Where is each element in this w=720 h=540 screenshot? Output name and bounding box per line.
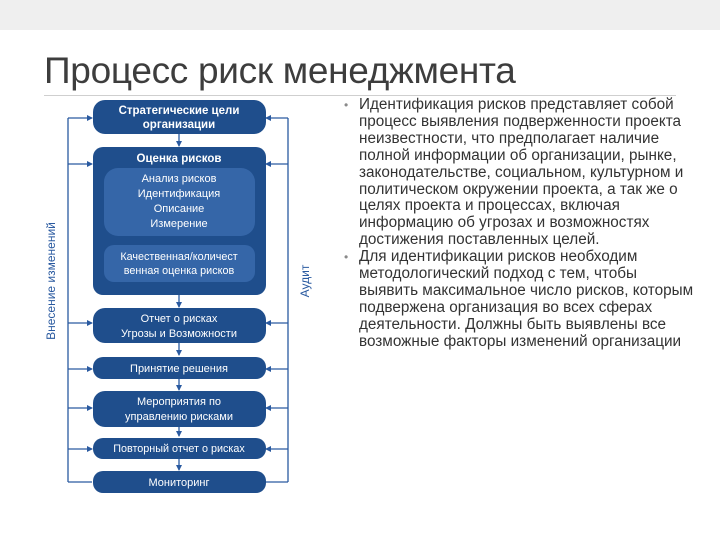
node-monitoring-label: Мониторинг — [148, 477, 210, 489]
node-monitoring — [93, 471, 266, 493]
bullet-item: • Для идентификации рисков необходим методологический подход с тем, чтобы выявить максимальное число рисков, которым подвержена организация во всех сферах деятельности. Должны быть выявлены все возможные факторы изменений организации — [344, 249, 694, 350]
node-strategic-goals — [93, 100, 266, 134]
node-risk-assessment-heading: Оценка рисков — [136, 153, 222, 165]
node-decision-label: Принятие решения — [130, 363, 228, 375]
node-repeat-report — [93, 438, 266, 459]
node-decision — [93, 357, 266, 379]
left-label-changes: Внесение изменений — [44, 222, 58, 340]
node-measures — [93, 391, 266, 427]
evaluation-line2: венная оценка рисков — [123, 265, 235, 277]
node-risk-report — [93, 308, 266, 343]
bullet-item: • Идентификация рисков представляет собой процесс выявления подверженности проекта неизвестности, что предполагает наличие полной информации об организации, рынке, законодательстве, социальном, культурном и политическом окружении проекта, а так же о целях проекта и процессах, включая информацию об угрозах и возможностях достижения поставленных целей. — [344, 97, 694, 249]
analysis-line3: Описание — [153, 203, 205, 215]
node-strategic-goals-line1: Стратегические цели — [118, 105, 240, 117]
node-measures-line1: Мероприятия по — [136, 396, 222, 408]
node-strategic-goals-line2: организации — [142, 119, 216, 131]
node-risk-report-line1: Отчет о рисках — [140, 313, 218, 325]
node-risk-assessment — [93, 147, 266, 295]
evaluation-line1: Качественная/количест — [120, 251, 238, 263]
analysis-line1: Анализ рисков — [141, 173, 217, 185]
node-repeat-report-label: Повторный отчет о рисках — [113, 443, 245, 455]
node-measures-line2: управлению рисками — [125, 411, 233, 423]
feedback-right — [266, 118, 288, 482]
analysis-line2: Идентификация — [137, 188, 221, 200]
node-risk-analysis — [104, 168, 255, 236]
feedback-left — [68, 118, 92, 482]
node-risk-evaluation — [104, 245, 255, 282]
right-label-audit: Аудит — [298, 264, 312, 298]
slide-title: Процесс риск менеджмента — [44, 50, 516, 91]
node-risk-report-line2: Угрозы и Возможности — [121, 328, 237, 340]
analysis-line4: Измерение — [150, 218, 208, 230]
bullet-list — [344, 97, 694, 351]
